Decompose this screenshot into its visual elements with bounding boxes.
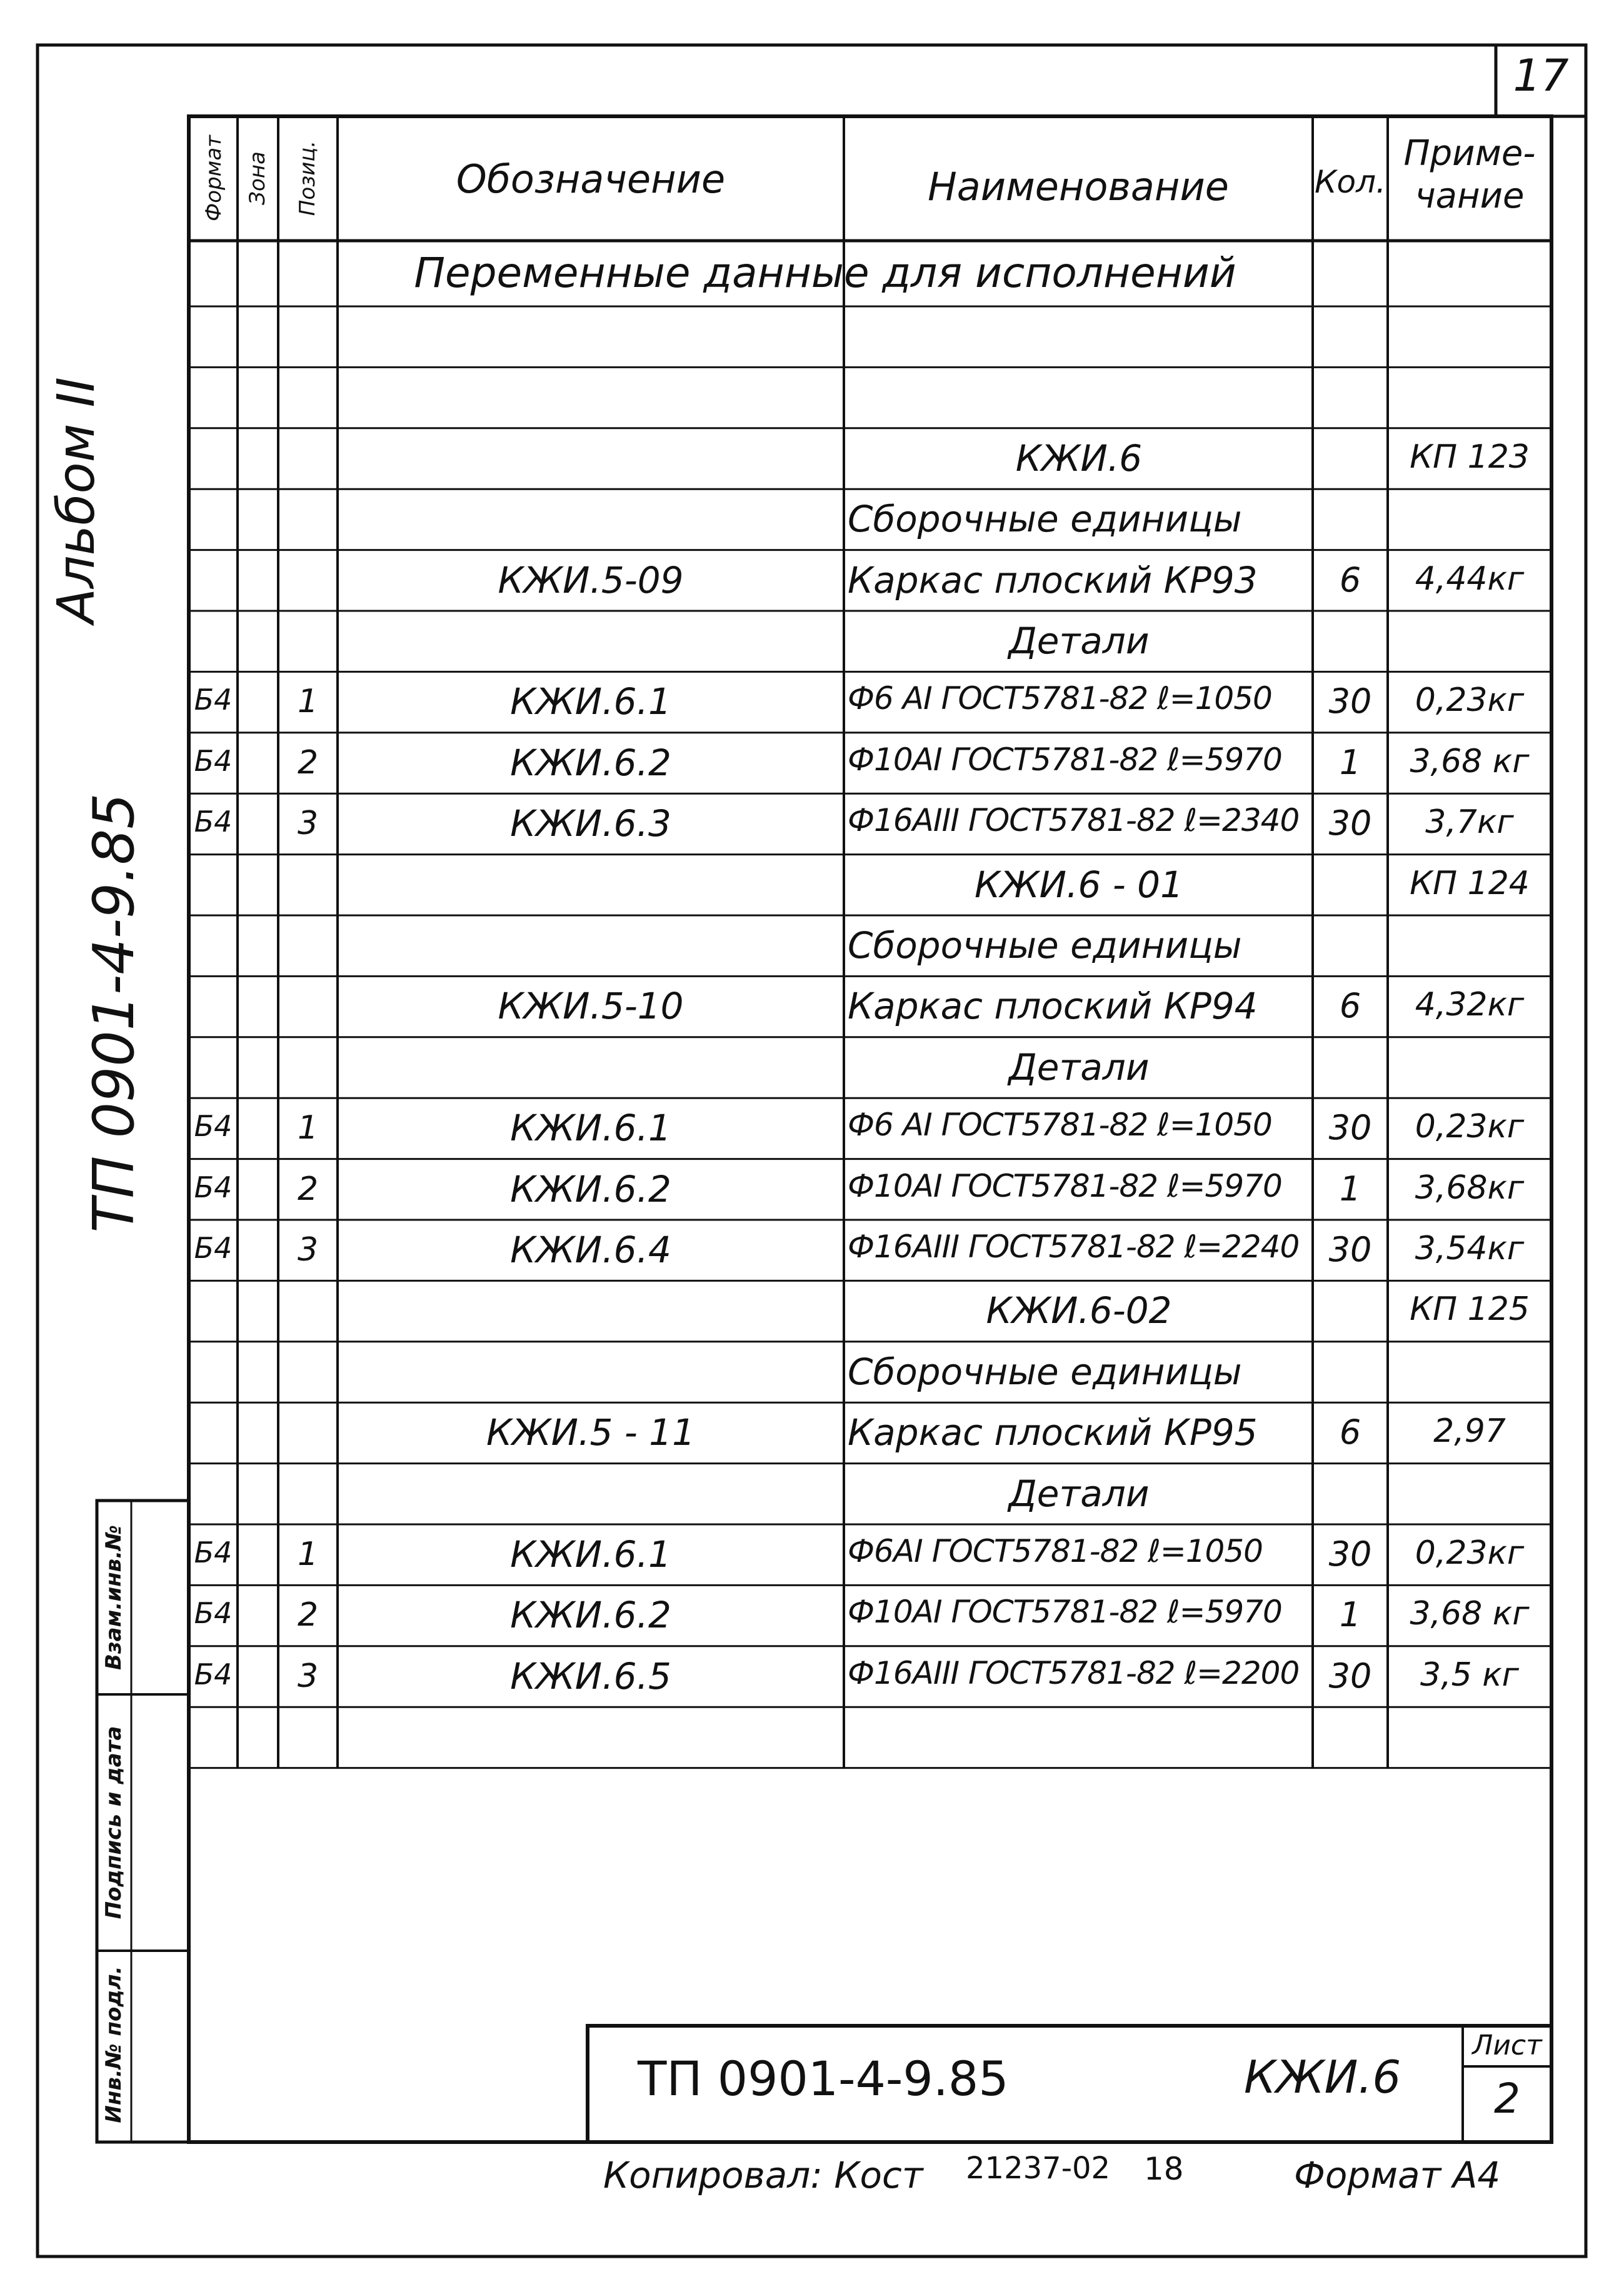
col-note-line2: чание [1415, 176, 1525, 216]
cell-quantity: 1 [1339, 742, 1361, 782]
sheet-number: 2 [1494, 2075, 1520, 2123]
title-mark: КЖИ.6 [1244, 2051, 1401, 2103]
cell-name: Ф16АIII ГОСТ5781-82 ℓ=2200 [848, 1654, 1300, 1691]
cell-quantity: 30 [1328, 1534, 1372, 1574]
cell-note: 0,23кг [1415, 1108, 1525, 1146]
cell-position: 1 [297, 683, 319, 721]
cell-quantity: 30 [1328, 1108, 1372, 1148]
cell-designation: КЖИ.6.2 [510, 741, 671, 784]
cell-position: 2 [297, 1596, 319, 1634]
cell-note: 0,23кг [1415, 1534, 1525, 1572]
cell-quantity: 30 [1328, 1656, 1372, 1696]
cell-name: Ф16АIII ГОСТ5781-82 ℓ=2240 [848, 1229, 1300, 1265]
cell-designation: КЖИ.5-09 [498, 558, 684, 601]
cell-format: Б4 [194, 1231, 233, 1265]
cell-designation: КЖИ.6.5 [510, 1654, 671, 1698]
cell-format: Б4 [194, 805, 233, 839]
cell-designation: КЖИ.5-10 [498, 985, 684, 1028]
section-title: Переменные данные для исполнений [414, 249, 1236, 297]
cell-name: Ф10АI ГОСТ5781-82 ℓ=5970 [848, 1594, 1282, 1631]
cell-quantity: 1 [1339, 1595, 1361, 1635]
cell-note: 0,23кг [1415, 682, 1525, 720]
cell-position: 3 [297, 1231, 319, 1269]
cell-note: 4,32кг [1415, 986, 1525, 1024]
cell-designation: КЖИ.6.2 [510, 1594, 671, 1637]
cell-name: Ф16АIII ГОСТ5781-82 ℓ=2340 [848, 802, 1300, 839]
cell-note: 4,44кг [1415, 560, 1525, 598]
cell-name: Ф10АI ГОСТ5781-82 ℓ=5970 [848, 741, 1282, 778]
page-number: 17 [1513, 50, 1569, 101]
col-qty: Кол. [1315, 164, 1386, 200]
cell-quantity: 6 [1339, 1412, 1361, 1452]
cell-format: Б4 [194, 1596, 233, 1631]
cell-note: 3,68кг [1415, 1169, 1525, 1207]
cell-quantity: 6 [1339, 986, 1361, 1026]
album-label: Альбом II [47, 377, 106, 623]
col-pos: Позиц. [295, 140, 320, 216]
cell-note: 3,5 кг [1420, 1656, 1519, 1694]
cell-quantity: 30 [1328, 1230, 1372, 1269]
cell-designation: КЖИ.6.1 [510, 680, 671, 723]
col-designation: Обозначение [456, 156, 726, 202]
cell-quantity: 30 [1328, 682, 1372, 722]
stamp-sign-label: Подпись и дата [101, 1726, 126, 1919]
cell-format: Б4 [194, 1109, 233, 1144]
cell-name: КЖИ.6 [1015, 436, 1143, 480]
cell-format: Б4 [194, 743, 233, 778]
cell-designation: КЖИ.6.2 [510, 1167, 671, 1210]
cell-position: 1 [297, 1109, 319, 1147]
footer-order: 21237-02 [966, 2151, 1111, 2186]
cell-designation: КЖИ.5 - 11 [486, 1411, 695, 1454]
cell-name: Детали [1008, 1472, 1150, 1515]
cell-name: Сборочные единицы [848, 924, 1242, 967]
cell-position: 3 [297, 1657, 319, 1695]
cell-name: Каркас плоский КР95 [848, 1411, 1258, 1454]
footer-copied: Копировал: Кост [603, 2154, 923, 2196]
cell-name: Ф6 АI ГОСТ5781-82 ℓ=1050 [848, 680, 1272, 717]
cell-name: КЖИ.6-02 [986, 1289, 1172, 1332]
cell-position: 2 [297, 1170, 319, 1208]
cell-note: 3,68 кг [1410, 1595, 1530, 1633]
footer-num: 18 [1144, 2151, 1184, 2187]
cell-name: Ф6АI ГОСТ5781-82 ℓ=1050 [848, 1533, 1263, 1569]
cell-designation: КЖИ.6.1 [510, 1107, 671, 1150]
cell-designation: КЖИ.6.4 [510, 1229, 671, 1271]
project-code-vertical: ТП 0901-4-9.85 [81, 793, 147, 1233]
cell-format: Б4 [194, 1536, 233, 1569]
cell-name: Детали [1008, 1045, 1150, 1089]
sheet-label: Лист [1472, 2030, 1542, 2061]
footer-format: Формат А4 [1294, 2154, 1501, 2196]
cell-name: Детали [1008, 620, 1150, 662]
col-note [1388, 133, 1551, 218]
cell-name: Каркас плоский КР93 [848, 558, 1258, 601]
stamp-inv-label: Инв.№ подл. [101, 1966, 126, 2123]
cell-note: КП 125 [1410, 1290, 1530, 1329]
cell-name: Каркас плоский КР94 [848, 985, 1258, 1028]
cell-name: КЖИ.6 - 01 [975, 863, 1183, 906]
cell-format: Б4 [194, 1170, 233, 1204]
cell-position: 2 [297, 743, 319, 782]
cell-name: Сборочные единицы [848, 1350, 1242, 1393]
title-code: ТП 0901-4-9.85 [638, 2051, 1009, 2106]
stamp-replace-label: Взам.инв.№ [101, 1525, 126, 1670]
cell-name: Сборочные единицы [848, 498, 1242, 541]
cell-note: КП 124 [1410, 864, 1530, 902]
cell-designation: КЖИ.6.3 [510, 802, 671, 845]
cell-name: Ф6 АI ГОСТ5781-82 ℓ=1050 [848, 1107, 1272, 1144]
cell-position: 1 [297, 1536, 319, 1573]
col-name: Наименование [928, 164, 1229, 209]
cell-format: Б4 [194, 683, 233, 717]
cell-note: 3,7кг [1425, 803, 1514, 842]
cell-quantity: 6 [1339, 560, 1361, 600]
cell-note: КП 123 [1410, 438, 1530, 476]
col-zone: Зона [245, 151, 270, 205]
cell-quantity: 30 [1328, 803, 1372, 843]
cell-name: Ф10АI ГОСТ5781-82 ℓ=5970 [848, 1167, 1282, 1204]
cell-position: 3 [297, 805, 319, 843]
cell-designation: КЖИ.6.1 [510, 1533, 671, 1576]
col-note-line1: Приме- [1403, 133, 1536, 174]
cell-quantity: 1 [1339, 1169, 1361, 1209]
cell-note: 3,68 кг [1410, 742, 1530, 780]
cell-note: 3,54кг [1415, 1230, 1525, 1267]
cell-note: 2,97 [1433, 1412, 1506, 1451]
cell-format: Б4 [194, 1657, 233, 1691]
col-format: Формат [201, 135, 226, 221]
